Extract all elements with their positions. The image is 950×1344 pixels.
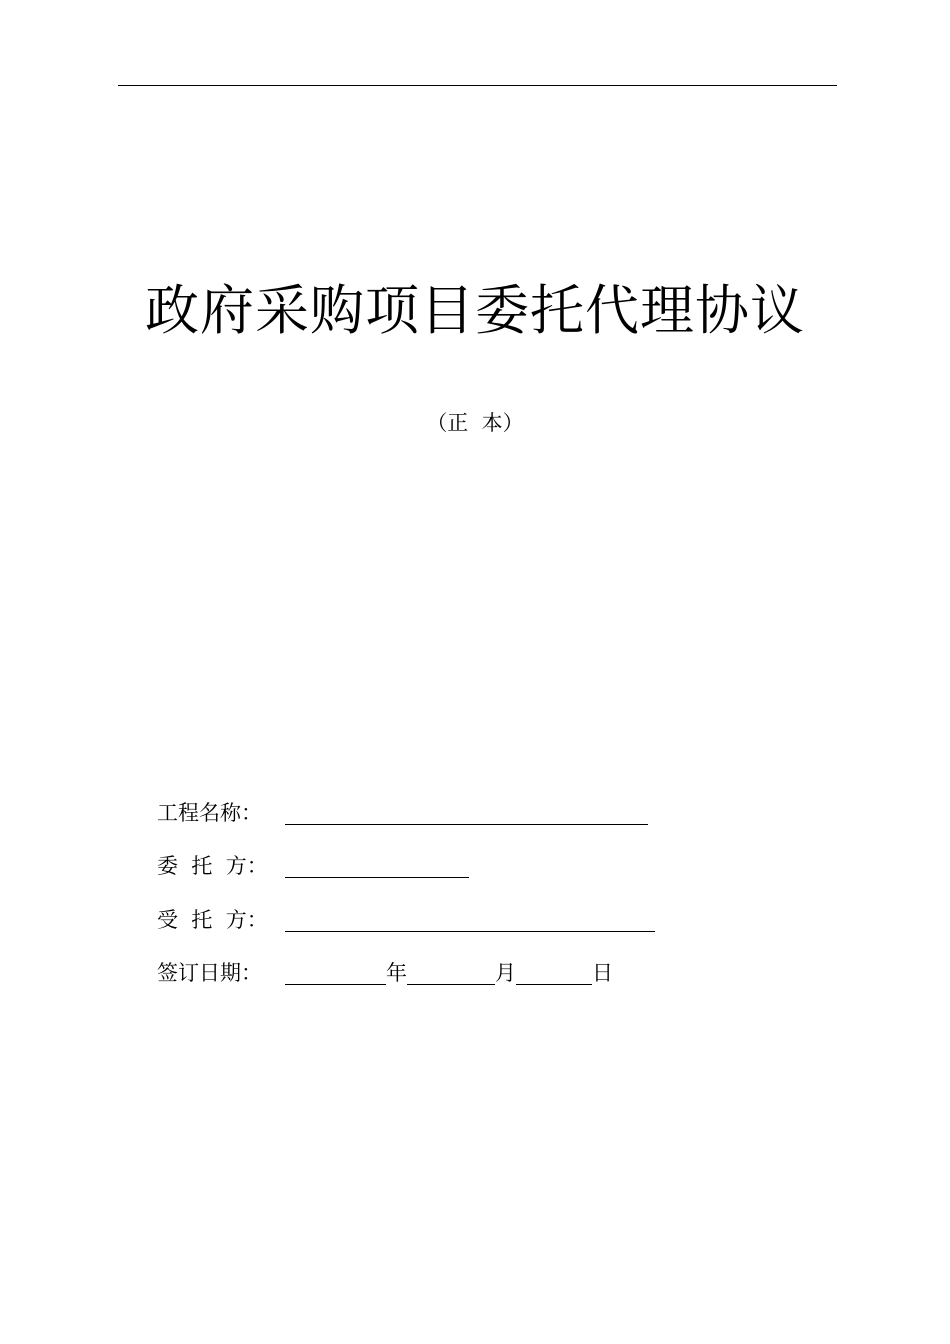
project-name-blank[interactable] bbox=[285, 800, 648, 825]
principal-blank[interactable] bbox=[285, 853, 469, 878]
project-name-label: 工程名称： bbox=[157, 801, 262, 825]
sign-date-day-blank[interactable] bbox=[516, 960, 592, 985]
project-name-row bbox=[157, 795, 648, 827]
sign-date-label: 签订日期： bbox=[157, 961, 262, 985]
day-unit: 日 bbox=[592, 961, 613, 985]
agent-label: 受 托 方： bbox=[157, 908, 268, 932]
principal-label: 委 托 方： bbox=[157, 854, 268, 878]
sign-date-month-blank[interactable] bbox=[407, 960, 495, 985]
sign-date-row bbox=[157, 955, 613, 987]
document-subtitle: （正 本） bbox=[426, 411, 524, 435]
month-unit: 月 bbox=[495, 961, 516, 985]
header-rule bbox=[118, 85, 837, 86]
year-unit: 年 bbox=[386, 961, 407, 985]
agent-row bbox=[157, 902, 655, 934]
principal-row bbox=[157, 848, 469, 880]
agent-blank[interactable] bbox=[285, 907, 655, 932]
sign-date-year-blank[interactable] bbox=[285, 960, 386, 985]
document-title: 政府采购项目委托代理协议 bbox=[145, 279, 805, 342]
